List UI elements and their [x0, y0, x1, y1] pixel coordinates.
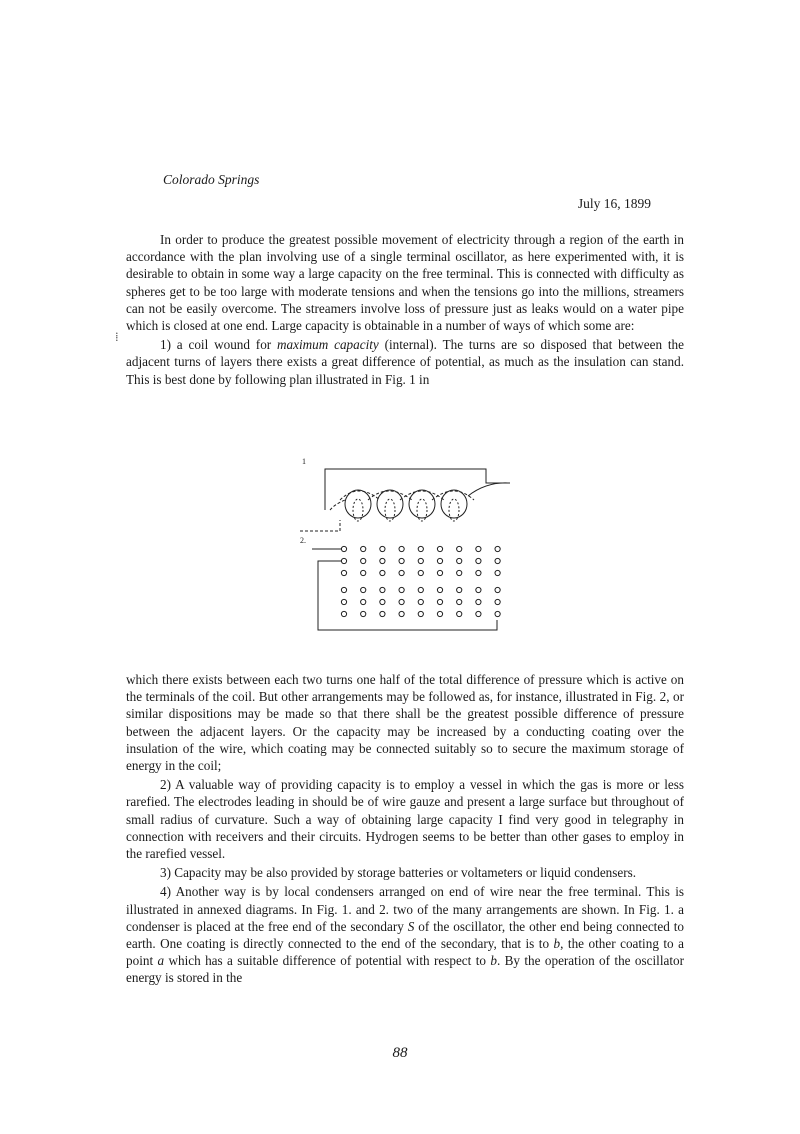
body-text-bottom: [126, 671, 684, 987]
running-head: Colorado Springs: [163, 172, 260, 187]
winding-turn-dot: [495, 546, 500, 551]
coil-winding-figure: [290, 452, 520, 642]
winding-turn-dot: [476, 611, 481, 616]
paragraph-item-4: [126, 883, 684, 986]
winding-turn-dot: [341, 599, 346, 604]
winding-turn-dot: [361, 570, 366, 575]
body-text-top: [126, 231, 684, 388]
winding-turn-dot: [437, 611, 442, 616]
winding-turn-dot: [418, 587, 423, 592]
winding-turn-dot: [495, 599, 500, 604]
winding-turn-dot: [476, 587, 481, 592]
winding-turn-dot: [495, 570, 500, 575]
winding-turn-dot: [437, 558, 442, 563]
item-4-seg-4: , the other coating to a point: [126, 936, 684, 969]
winding-turn-dot: [437, 570, 442, 575]
paragraph-item-1: [126, 336, 684, 388]
winding-turn-dot: [437, 546, 442, 551]
winding-turn-dot: [380, 599, 385, 604]
entry-date: July 16, 1899: [577, 196, 651, 211]
winding-turn-dot: [361, 587, 366, 592]
margin-mark: ⁞: [115, 329, 119, 344]
item-4-seg-8: . By the operation of the oscillator energy is stored in the: [126, 953, 684, 986]
winding-turn-dot: [457, 570, 462, 575]
winding-turn-dot: [380, 570, 385, 575]
paragraph-item-3: 3) Capacity may be also provided by storage batteries or voltameters or liquid condensers.: [160, 865, 637, 881]
winding-turn-dot: [399, 599, 404, 604]
winding-turn-dot: [399, 558, 404, 563]
winding-turn-dot: [341, 546, 346, 551]
item-4-seg-1: S: [407, 918, 415, 934]
winding-turn-dot: [437, 587, 442, 592]
item-4-seg-2: of the oscillator, the other end being connected to earth. One coating is directly connected to the end of the secondary, that is to: [126, 918, 684, 952]
winding-turn-dot: [418, 546, 423, 551]
winding-turn-dot: [341, 587, 346, 592]
winding-turn-dot: [380, 587, 385, 592]
winding-turn-dot: [341, 558, 346, 563]
winding-turn-dot: [361, 546, 366, 551]
winding-turn-dot: [380, 558, 385, 563]
winding-turn-dot: [476, 546, 481, 551]
winding-turn-dot: [341, 570, 346, 575]
winding-turn-dot: [495, 587, 500, 592]
winding-turn-dot: [418, 570, 423, 575]
winding-turn-dot: [457, 599, 462, 604]
winding-turn-dot: [418, 599, 423, 604]
winding-turn-dot: [399, 546, 404, 551]
winding-turn-dot: [399, 611, 404, 616]
paragraph-continuation: which there exists between each two turns one half of the total difference of pressure which is active on the terminals of the coil. But other arrangements may be followed as, for instance, illustrated in Fig. 2, or similar dispositions may be made so that there shall be the greatest possible difference of pressure between the adjacent layers. Or the capacity may be increased by a conducting coating over the insulation of the wire, which coating may be connected suitably so to secure the maximum storage of energy in the coil;: [126, 672, 684, 774]
winding-turn-dot: [457, 546, 462, 551]
winding-turn-dot: [380, 546, 385, 551]
winding-turn-dot: [457, 611, 462, 616]
winding-turn-dot: [399, 570, 404, 575]
page-number: 88: [392, 1045, 408, 1061]
item-4-seg-3: b: [553, 936, 561, 952]
winding-turn-dot: [495, 558, 500, 563]
item-4-seg-6: which has a suitable difference of potential with respect to: [164, 953, 491, 969]
fig1-coil: [300, 469, 510, 531]
winding-turn-dot: [476, 599, 481, 604]
figure-label-1: 1: [302, 457, 306, 466]
winding-turn-dot: [418, 611, 423, 616]
paragraph-item-2: 2) A valuable way of providing capacity is to employ a vessel in which the gas is more or less rarefied. The electrodes leading in should be of wire gauze and present a large surface but throughout of small radius of curvature. Such a way of obtaining large capacity I find very good in telegraphy in connection with receivers and their circuits. Hydrogen seems to be better than other gases to employ in the rarefied vessel.: [126, 777, 684, 862]
winding-turn-dot: [418, 558, 423, 563]
winding-turn-dot: [437, 599, 442, 604]
fig2-winding: [312, 546, 500, 630]
item-1-pre: 1) a coil wound for: [160, 337, 278, 353]
winding-turn-dot: [495, 611, 500, 616]
item-4-seg-5: a: [157, 953, 165, 969]
winding-turn-dot: [380, 611, 385, 616]
winding-turn-dot: [361, 611, 366, 616]
winding-turn-dot: [399, 587, 404, 592]
winding-turn-dot: [361, 599, 366, 604]
winding-turn-dot: [361, 558, 366, 563]
figure-label-2: 2.: [300, 536, 306, 545]
winding-turn-dot: [457, 558, 462, 563]
paragraph-intro: In order to produce the greatest possible movement of electricity through a region of the earth in accordance with the plan involving use of a single terminal oscillator, as here experimented with, it is desirable to obtain in some way a large capacity on the free terminal. This is connected with difficulty as spheres get to be too large with moderate tensions and when the tensions go into the millions, streamers can not be easily overcome. The streamers involve loss of pressure just as leaks would on a water pipe which is closed at one end. Large capacity is obtainable in a number of ways of which some are:: [126, 232, 684, 334]
item-1-post: (internal). The turns are so disposed that between the adjacent turns of layers there exists a great difference of potential, as much as the insulation can stand. This is best done by following plan illustrated in Fig. 1 in: [126, 337, 685, 387]
winding-turn-dot: [476, 558, 481, 563]
winding-turn-dot: [341, 611, 346, 616]
winding-turn-dot: [457, 587, 462, 592]
item-4-seg-0: 4) Another way is by local condensers arranged on end of wire near the free terminal. This is illustrated in annexed diagrams. In Fig. 1. and 2. two of the many arrangements are shown. In Fig. 1. a condenser is placed at the free end of the secondary: [126, 884, 684, 934]
item-1-emphasis: maximum capacity: [277, 337, 379, 353]
winding-turn-dot: [476, 570, 481, 575]
item-4-seg-7: b: [490, 953, 497, 969]
